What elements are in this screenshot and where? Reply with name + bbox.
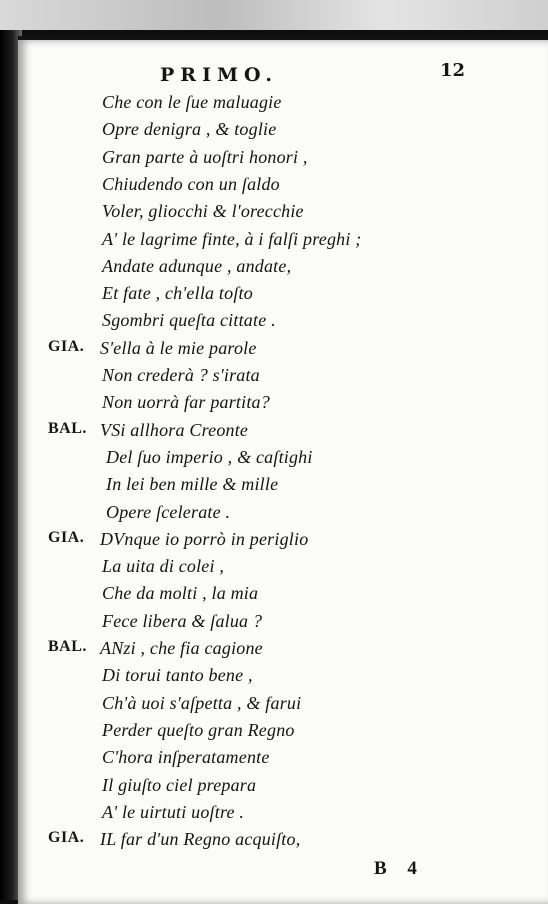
verse-line [18, 201, 528, 227]
verse-text: Sgombri queſta cittate . [102, 310, 276, 331]
verse-text: A' le uirtuti uoſtre . [102, 801, 245, 822]
verse-line [18, 310, 528, 336]
verse-text: La uita di colei , [102, 556, 225, 577]
verse-text: ANzi , che fia cagione [100, 638, 263, 658]
running-title: PRIMO. [160, 64, 279, 86]
speaker-label: GIA. [48, 337, 85, 355]
verse-line [18, 420, 528, 446]
verse-line [18, 338, 528, 364]
verse-line [18, 611, 528, 637]
verse-text: Opere ſcelerate . [106, 501, 231, 522]
verse-text: Perder queſto gran Regno [102, 719, 295, 740]
verse-line [18, 119, 528, 145]
verse-line [18, 147, 528, 173]
verse-line [18, 447, 528, 473]
verse-line [18, 92, 528, 118]
verse-text: Voler, gliocchi & l'orecchie [102, 201, 304, 222]
verse-line [18, 665, 528, 691]
verse-text: DVnque io porrò in periglio [100, 528, 309, 549]
verse-line [18, 174, 528, 200]
verse-line [18, 392, 528, 418]
verse-text: S'ella à le mie parole [100, 337, 257, 358]
verse-line [18, 775, 528, 801]
verse-line [18, 556, 528, 582]
verse-line [18, 829, 528, 855]
scan-background-top [0, 0, 548, 30]
verse-text: Che da molti , la mia [102, 583, 259, 604]
verse-text: C'hora inſperatamente [102, 747, 270, 768]
verse-line [18, 693, 528, 719]
verse-text: Il giuſto ciel prepara [102, 774, 257, 795]
verse-text: Fece libera & ſalua ? [102, 610, 263, 631]
verse-text: Andate adunque , andate, [102, 255, 292, 276]
verse-line [18, 638, 528, 664]
verse-text: Gran parte à uoſtri honori , [102, 146, 308, 167]
verse-line [18, 583, 528, 609]
verse-line [18, 529, 528, 555]
verse-text: Et fate , ch'ella toſto [102, 283, 253, 304]
verse-line [18, 747, 528, 773]
verse-text: VSi allhora Creonte [100, 419, 249, 440]
verse-line [18, 802, 528, 828]
verse-text: Di torui tanto bene , [102, 665, 253, 686]
speaker-label: GIA. [48, 829, 85, 847]
verse-line [18, 720, 528, 746]
speaker-label: BAL. [48, 419, 87, 437]
verse-text: In lei ben mille & mille [106, 474, 279, 495]
verse-line [18, 502, 528, 528]
verse-text: Chiudendo con un ſaldo [102, 173, 280, 194]
verse-line [18, 229, 528, 255]
signature-mark: B 4 [374, 858, 425, 879]
verse-text: Che con le ſue maluagie [102, 92, 282, 112]
verse-text: Del ſuo imperio , & caſtighi [106, 446, 313, 467]
verse-text: Opre denigra , & toglie [102, 119, 277, 140]
verse-line [18, 256, 528, 282]
speaker-label: GIA. [48, 528, 85, 546]
verse-text: IL far d'un Regno acquiſto, [100, 829, 301, 850]
verse-text: A' le lagrime finte, à i falſi preghi ; [102, 228, 362, 249]
speaker-label: BAL. [48, 638, 87, 655]
verse-line [18, 283, 528, 309]
page-number: 12 [440, 60, 466, 81]
verse-text: Ch'à uoi s'aſpetta , & farui [102, 692, 302, 713]
verse-text: Non uorrà far partita? [102, 392, 270, 413]
verse-line [18, 365, 528, 391]
verse-line [18, 474, 528, 500]
verse-text: Non crederà ? s'irata [102, 365, 260, 385]
book-page [18, 36, 548, 904]
